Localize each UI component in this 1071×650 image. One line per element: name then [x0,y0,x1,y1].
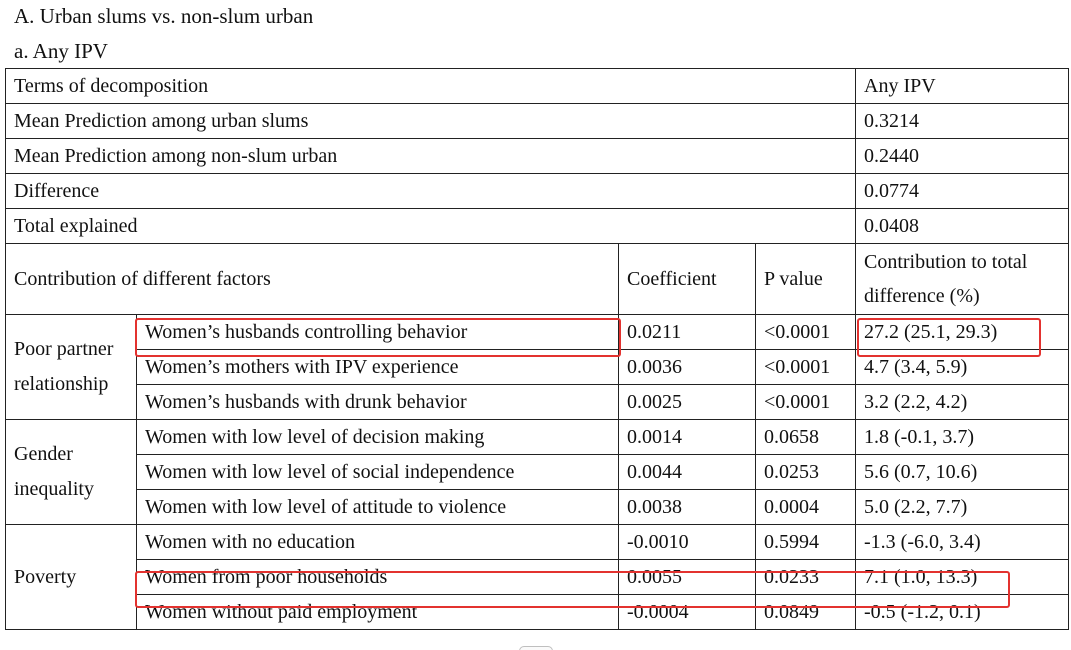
factor-cell: Women from poor households [137,560,619,595]
factor-cell: Women with low level of social independence [137,455,619,490]
contribution-cell: 5.0 (2.2, 7.7) [856,490,1069,525]
p-value-cell: <0.0001 [756,315,856,350]
summary-label: Mean Prediction among non-slum urban [6,139,856,174]
group-label: Gender inequality [6,420,137,525]
header-factors: Contribution of different factors [6,244,619,315]
p-value-cell: 0.0253 [756,455,856,490]
horizontal-scrollbar-thumb[interactable] [519,646,553,650]
coefficient-cell: 0.0014 [619,420,756,455]
coefficient-cell: 0.0211 [619,315,756,350]
summary-row [6,174,1069,209]
factor-cell: Women’s husbands with drunk behavior [137,385,619,420]
summary-label: Difference [6,174,856,209]
summary-value: 0.0774 [856,174,1069,209]
summary-label: Terms of decomposition [6,69,856,104]
factor-cell: Women with no education [137,525,619,560]
factor-cell: Women’s husbands controlling behavior [137,315,619,350]
contribution-cell: -0.5 (-1.2, 0.1) [856,595,1069,630]
p-value-cell: 0.5994 [756,525,856,560]
header-coefficient: Coefficient [619,244,756,315]
summary-row [6,139,1069,174]
decomposition-table [5,68,1069,630]
contribution-cell: -1.3 (-6.0, 3.4) [856,525,1069,560]
summary-value: 0.2440 [856,139,1069,174]
summary-row [6,104,1069,139]
coefficient-cell: 0.0038 [619,490,756,525]
summary-row-header [6,69,1069,104]
table-row [6,350,1069,385]
coefficient-cell: 0.0025 [619,385,756,420]
summary-value: 0.0408 [856,209,1069,244]
column-header-row [6,244,1069,315]
summary-value: 0.3214 [856,104,1069,139]
factor-cell: Women’s mothers with IPV experience [137,350,619,385]
section-title: A. Urban slums vs. non-slum urban [14,4,314,28]
p-value-cell: 0.0233 [756,560,856,595]
group-label: Poor partner relationship [6,315,137,420]
p-value-cell: 0.0849 [756,595,856,630]
summary-label: Total explained [6,209,856,244]
table-row [6,525,1069,560]
table-row [6,420,1069,455]
subsection-title: a. Any IPV [14,39,108,63]
factor-cell: Women with low level of decision making [137,420,619,455]
contribution-cell: 4.7 (3.4, 5.9) [856,350,1069,385]
p-value-cell: <0.0001 [756,350,856,385]
p-value-cell: <0.0001 [756,385,856,420]
coefficient-cell: -0.0010 [619,525,756,560]
coefficient-cell: 0.0044 [619,455,756,490]
contribution-cell: 5.6 (0.7, 10.6) [856,455,1069,490]
p-value-cell: 0.0004 [756,490,856,525]
group-label: Poverty [6,525,137,630]
table-row [6,455,1069,490]
contribution-cell: 27.2 (25.1, 29.3) [856,315,1069,350]
header-p-value: P value [756,244,856,315]
factor-cell: Women without paid employment [137,595,619,630]
coefficient-cell: -0.0004 [619,595,756,630]
table-row [6,385,1069,420]
table-row [6,315,1069,350]
coefficient-cell: 0.0036 [619,350,756,385]
coefficient-cell: 0.0055 [619,560,756,595]
p-value-cell: 0.0658 [756,420,856,455]
table-row [6,560,1069,595]
table-row [6,595,1069,630]
contribution-cell: 3.2 (2.2, 4.2) [856,385,1069,420]
contribution-cell: 1.8 (-0.1, 3.7) [856,420,1069,455]
header-contribution: Contribution to total difference (%) [856,244,1069,315]
factor-cell: Women with low level of attitude to violence [137,490,619,525]
summary-row [6,209,1069,244]
summary-value: Any IPV [856,69,1069,104]
contribution-cell: 7.1 (1.0, 13.3) [856,560,1069,595]
table-row [6,490,1069,525]
summary-label: Mean Prediction among urban slums [6,104,856,139]
